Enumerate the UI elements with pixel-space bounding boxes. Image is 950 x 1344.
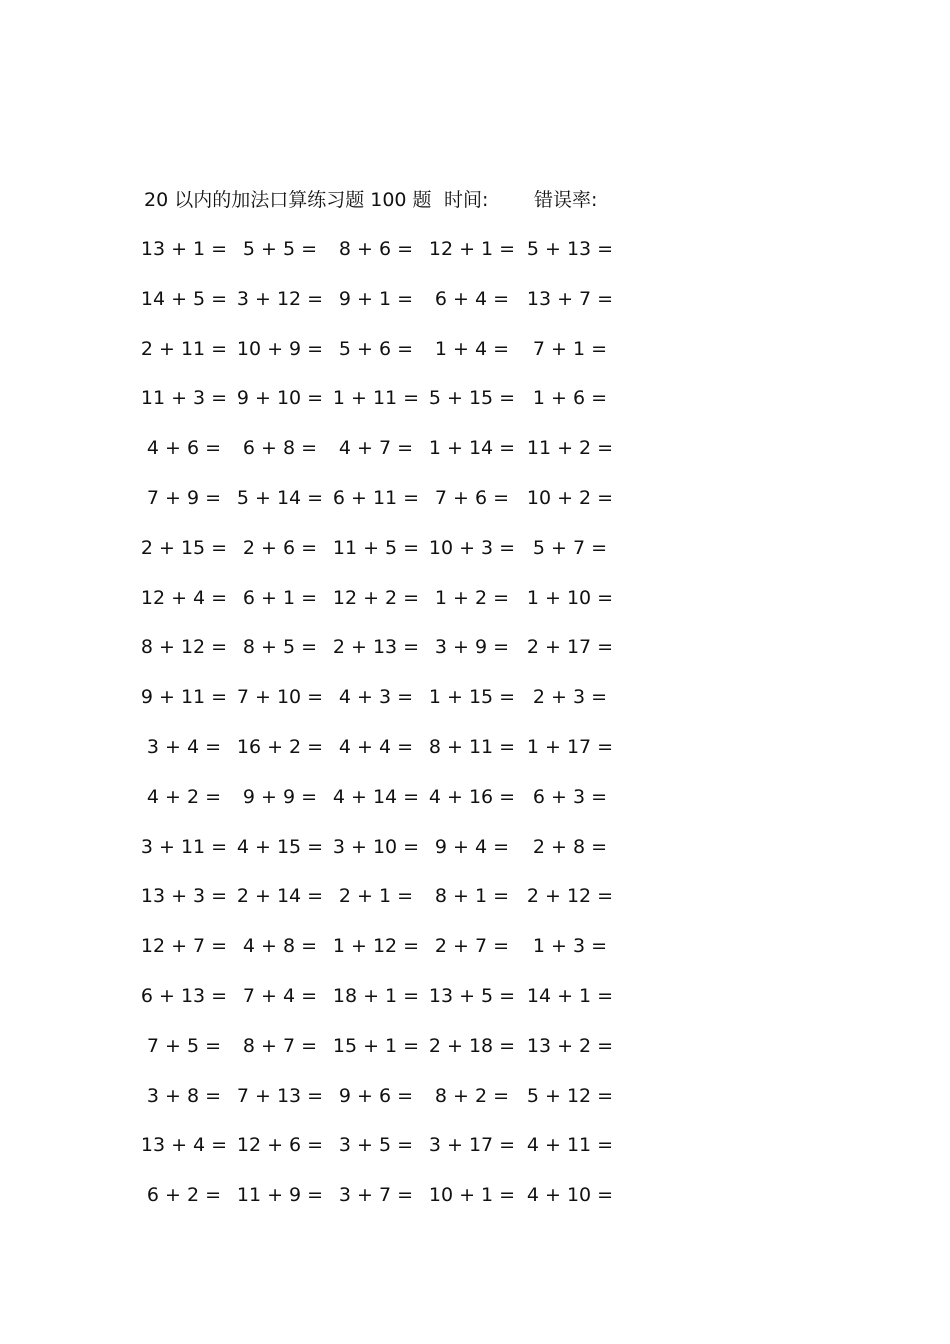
problem-cell: 13 + 1 = (140, 238, 228, 260)
problem-cell: 4 + 15 = (236, 835, 324, 858)
problem-cell: 6 + 4 = (434, 287, 510, 310)
problem-cell: 14 + 5 = (140, 287, 228, 310)
problem-cell: 10 + 2 = (526, 487, 614, 509)
problem-cell: 3 + 12 = (236, 287, 324, 310)
problem-cell: 4 + 16 = (428, 785, 516, 808)
problem-cell: 2 + 6 = (242, 536, 318, 559)
problem-cell: 1 + 2 = (434, 586, 510, 609)
problem-cell: 4 + 11 = (526, 1134, 614, 1157)
problem-cell: 8 + 7 = (242, 1034, 318, 1057)
problem-cell: 7 + 5 = (146, 1034, 222, 1057)
problem-cell: 10 + 1 = (428, 1184, 516, 1207)
problem-cell: 2 + 1 = (338, 885, 414, 908)
time-label: 时间: (444, 189, 489, 211)
problem-cell: 8 + 6 = (338, 238, 414, 260)
error-rate-label: 错误率: (534, 189, 598, 211)
problem-cell: 3 + 7 = (338, 1184, 414, 1207)
problem-cell: 1 + 17 = (526, 736, 614, 758)
problem-cell: 9 + 11 = (140, 686, 228, 709)
problem-cell: 13 + 7 = (526, 287, 614, 310)
problem-cell: 4 + 7 = (338, 437, 414, 460)
problem-cell: 3 + 11 = (140, 835, 228, 858)
problem-cell: 11 + 5 = (332, 536, 420, 559)
problem-cell: 5 + 7 = (532, 536, 608, 559)
problem-cell: 2 + 13 = (332, 636, 420, 659)
problem-cell: 13 + 5 = (428, 985, 516, 1007)
problem-cell: 6 + 1 = (242, 586, 318, 609)
problem-cell: 8 + 11 = (428, 736, 516, 758)
problem-cell: 4 + 2 = (146, 785, 222, 808)
problem-cell: 12 + 6 = (236, 1134, 324, 1157)
problem-cell: 2 + 11 = (140, 337, 228, 360)
problem-cell: 1 + 3 = (532, 935, 608, 958)
problem-cell: 2 + 17 = (526, 636, 614, 659)
problem-cell: 12 + 4 = (140, 586, 228, 609)
problem-cell: 7 + 13 = (236, 1084, 324, 1107)
problem-cell: 5 + 12 = (526, 1084, 614, 1107)
problem-cell: 3 + 17 = (428, 1134, 516, 1157)
problem-cell: 6 + 13 = (140, 985, 228, 1007)
problem-cell: 2 + 8 = (532, 835, 608, 858)
problem-cell: 3 + 9 = (434, 636, 510, 659)
problem-cell: 6 + 11 = (332, 487, 420, 509)
problem-cell: 18 + 1 = (332, 985, 420, 1007)
problem-cell: 1 + 11 = (332, 387, 420, 410)
problem-cell: 15 + 1 = (332, 1034, 420, 1057)
problem-cell: 14 + 1 = (526, 985, 614, 1007)
problem-cell: 9 + 6 = (338, 1084, 414, 1107)
problem-cell: 7 + 1 = (532, 337, 608, 360)
problem-cell: 1 + 6 = (532, 387, 608, 410)
problem-cell: 9 + 4 = (434, 835, 510, 858)
problem-cell: 13 + 3 = (140, 885, 228, 908)
problem-cell: 4 + 14 = (332, 785, 420, 808)
problem-cell: 5 + 6 = (338, 337, 414, 360)
problem-cell: 11 + 3 = (140, 387, 228, 410)
problem-cell: 9 + 9 = (242, 785, 318, 808)
problem-cell: 8 + 2 = (434, 1084, 510, 1107)
problem-cell: 4 + 10 = (526, 1184, 614, 1207)
problem-cell: 1 + 4 = (434, 337, 510, 360)
problem-cell: 2 + 15 = (140, 536, 228, 559)
problem-cell: 5 + 13 = (526, 238, 614, 260)
problem-cell: 1 + 14 = (428, 437, 516, 460)
problem-cell: 1 + 15 = (428, 686, 516, 709)
problem-cell: 2 + 7 = (434, 935, 510, 958)
problem-cell: 2 + 14 = (236, 885, 324, 908)
problem-cell: 6 + 8 = (242, 437, 318, 460)
problem-cell: 11 + 2 = (526, 437, 614, 460)
problem-cell: 4 + 3 = (338, 686, 414, 709)
problem-cell: 3 + 10 = (332, 835, 420, 858)
problem-cell: 9 + 1 = (338, 287, 414, 310)
problem-cell: 13 + 2 = (526, 1034, 614, 1057)
problem-cell: 4 + 4 = (338, 736, 414, 758)
problem-cell: 7 + 6 = (434, 487, 510, 509)
problem-cell: 4 + 6 = (146, 437, 222, 460)
worksheet-title: 20 以内的加法口算练习题 100 题 (144, 189, 432, 211)
problem-cell: 5 + 15 = (428, 387, 516, 410)
problem-cell: 8 + 1 = (434, 885, 510, 908)
problem-cell: 6 + 2 = (146, 1184, 222, 1207)
problem-cell: 2 + 18 = (428, 1034, 516, 1057)
problem-cell: 6 + 3 = (532, 785, 608, 808)
problem-cell: 5 + 5 = (242, 238, 318, 260)
problem-cell: 12 + 2 = (332, 586, 420, 609)
problem-cell: 13 + 4 = (140, 1134, 228, 1157)
problem-cell: 16 + 2 = (236, 736, 324, 758)
problem-cell: 9 + 10 = (236, 387, 324, 410)
problem-cell: 1 + 12 = (332, 935, 420, 958)
problem-cell: 8 + 12 = (140, 636, 228, 659)
problem-cell: 10 + 9 = (236, 337, 324, 360)
problem-cell: 7 + 10 = (236, 686, 324, 709)
problem-cell: 7 + 4 = (242, 985, 318, 1007)
problem-cell: 5 + 14 = (236, 487, 324, 509)
problem-cell: 3 + 8 = (146, 1084, 222, 1107)
problem-cell: 10 + 3 = (428, 536, 516, 559)
problem-cell: 4 + 8 = (242, 935, 318, 958)
problem-cell: 3 + 5 = (338, 1134, 414, 1157)
problem-cell: 12 + 7 = (140, 935, 228, 958)
problem-cell: 8 + 5 = (242, 636, 318, 659)
problem-cell: 11 + 9 = (236, 1184, 324, 1207)
problem-cell: 2 + 12 = (526, 885, 614, 908)
problem-cell: 3 + 4 = (146, 736, 222, 758)
problem-cell: 12 + 1 = (428, 238, 516, 260)
problem-cell: 7 + 9 = (146, 487, 222, 509)
problem-cell: 1 + 10 = (526, 586, 614, 609)
problem-cell: 2 + 3 = (532, 686, 608, 709)
